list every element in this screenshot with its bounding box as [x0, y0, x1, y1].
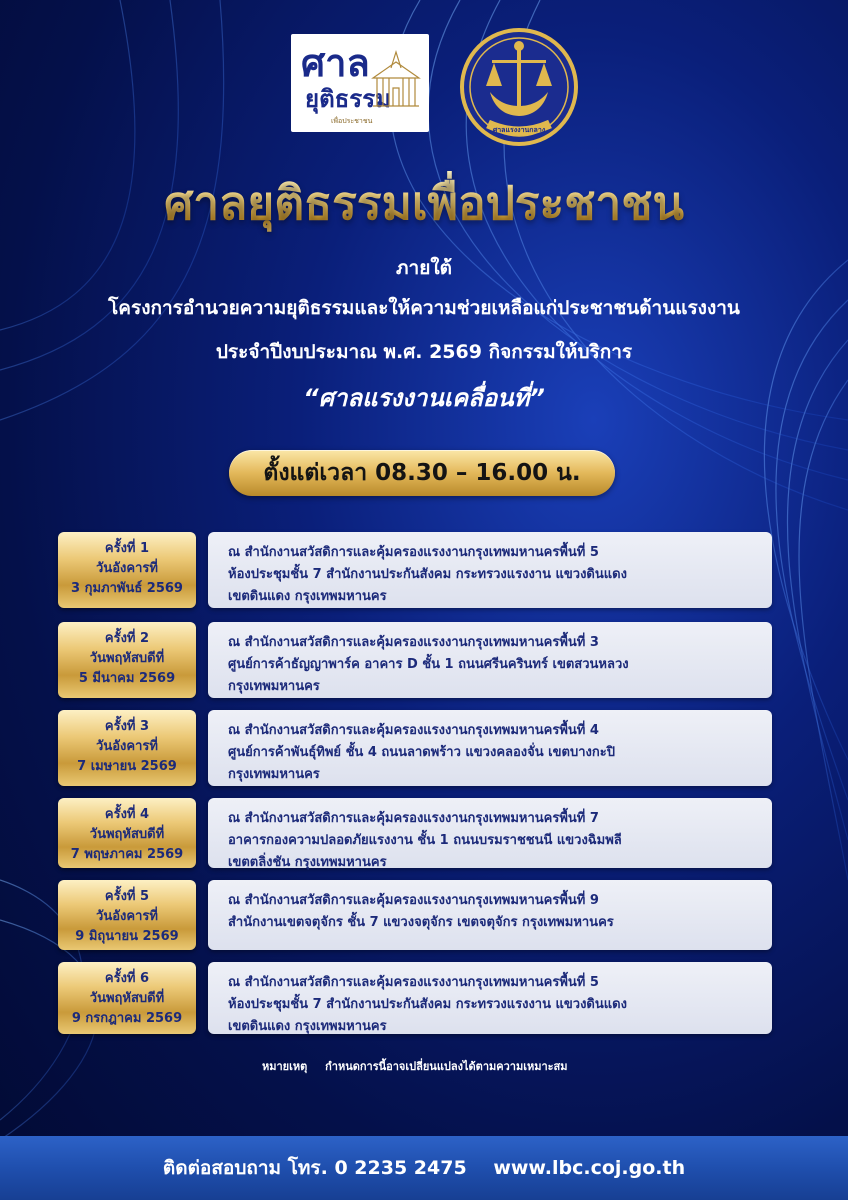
subtitle-fiscal-year: ประจำปีงบประมาณ พ.ศ. 2569 กิจกรรมให้บริการ [215, 341, 633, 363]
session-number: ครั้งที่ 2 [104, 631, 150, 646]
location-line: เขตตลิ่งชัน กรุงเทพมหานคร [228, 855, 387, 870]
session-location [208, 962, 772, 1034]
session-location [208, 710, 772, 786]
session-date-badge [58, 798, 196, 868]
website-link[interactable]: www.lbc.coj.go.th [493, 1157, 686, 1179]
session-date-badge [58, 710, 196, 786]
session-location [208, 532, 772, 608]
contact-phone: ติดต่อสอบถาม โทร. 0 2235 2475 [162, 1157, 467, 1179]
labour-court-emblem [460, 28, 578, 146]
subtitle-project: โครงการอำนวยความยุติธรรมและให้ความช่วยเหลือแก่ประชาชนด้านแรงงาน [108, 297, 740, 319]
location-line: ณ สำนักงานสวัสดิการและคุ้มครองแรงงานกรุงเทพมหานครพื้นที่ 5 [228, 975, 599, 990]
location-line: กรุงเทพมหานคร [228, 679, 320, 694]
subtitle-mobile-court: “ศาลแรงงานเคลื่อนที่” [303, 384, 545, 412]
session-date-badge [58, 880, 196, 950]
location-line: ศูนย์การค้าธัญญาพาร์ค อาคาร D ชั้น 1 ถนนศรีนครินทร์ เขตสวนหลวง [228, 657, 629, 672]
location-line: เขตดินแดง กรุงเทพมหานคร [228, 589, 387, 604]
remark-text: กำหนดการนี้อาจเปลี่ยนแปลงได้ตามความเหมาะสม [325, 1060, 568, 1073]
session-number: ครั้งที่ 6 [104, 971, 150, 986]
footer-contact [0, 1136, 848, 1200]
location-line: สำนักงานเขตจตุจักร ชั้น 7 แขวงจตุจักร เขตจตุจักร กรุงเทพมหานคร [228, 915, 614, 930]
session-date-badge [58, 622, 196, 698]
emblem-caption: ศาลแรงงานกลาง [492, 126, 546, 134]
location-line: เขตดินแดง กรุงเทพมหานคร [228, 1019, 387, 1034]
location-line: ห้องประชุมชั้น 7 สำนักงานประกันสังคม กระทรวงแรงงาน แขวงดินแดง [228, 997, 627, 1012]
session-date-badge [58, 532, 196, 608]
session-date: 5 มีนาคม 2569 [78, 671, 176, 686]
location-line: อาคารกองความปลอดภัยแรงงาน ชั้น 1 ถนนบรมราชชนนี แขวงฉิมพลี [228, 833, 622, 848]
location-line: ณ สำนักงานสวัสดิการและคุ้มครองแรงงานกรุงเทพมหานครพื้นที่ 3 [228, 635, 599, 650]
location-line: ห้องประชุมชั้น 7 สำนักงานประกันสังคม กระทรวงแรงงาน แขวงดินแดง [228, 567, 627, 582]
logo-text-people: เพื่อประชาชน [331, 117, 373, 125]
subtitle-under: ภายใต้ [396, 257, 452, 279]
session-location [208, 798, 772, 868]
logo-text-court: ศาล [301, 40, 370, 85]
session-weekday: วันพฤหัสบดีที่ [89, 827, 165, 842]
session-date: 9 กรกฎาคม 2569 [71, 1011, 183, 1026]
session-date-badge [58, 962, 196, 1034]
time-badge: ตั้งแต่เวลา 08.30 – 16.00 น. [229, 450, 615, 496]
footer-bar [0, 1136, 848, 1200]
remark-label: หมายเหตุ [262, 1060, 308, 1073]
session-number: ครั้งที่ 4 [104, 807, 150, 822]
session-weekday: วันอังคารที่ [96, 909, 158, 924]
session-location [208, 880, 772, 950]
remark [262, 1059, 568, 1075]
location-line: ณ สำนักงานสวัสดิการและคุ้มครองแรงงานกรุงเทพมหานครพื้นที่ 9 [228, 893, 599, 908]
session-date: 9 มิถุนายน 2569 [75, 929, 179, 944]
session-date: 7 เมษายน 2569 [77, 759, 177, 774]
session-date: 3 กุมภาพันธ์ 2569 [71, 581, 183, 596]
location-line: ณ สำนักงานสวัสดิการและคุ้มครองแรงงานกรุงเทพมหานครพื้นที่ 7 [228, 811, 599, 826]
session-weekday: วันอังคารที่ [96, 561, 158, 576]
court-logo [291, 34, 429, 132]
session-weekday: วันพฤหัสบดีที่ [89, 991, 165, 1006]
location-line: ณ สำนักงานสวัสดิการและคุ้มครองแรงงานกรุงเทพมหานครพื้นที่ 5 [228, 545, 599, 560]
location-line: ณ สำนักงานสวัสดิการและคุ้มครองแรงงานกรุงเทพมหานครพื้นที่ 4 [228, 723, 599, 738]
session-number: ครั้งที่ 5 [104, 889, 150, 904]
session-number: ครั้งที่ 1 [104, 541, 150, 556]
courthouse-icon [369, 48, 423, 110]
logo-text-justice: ยุติธรรม [305, 84, 391, 113]
session-number: ครั้งที่ 3 [104, 719, 150, 734]
main-title: ศาลยุติธรรมเพื่อประชาชน [0, 170, 848, 236]
session-weekday: วันพฤหัสบดีที่ [89, 651, 165, 666]
location-line: ศูนย์การค้าพันธุ์ทิพย์ ชั้น 4 ถนนลาดพร้าว แขวงคลองจั่น เขตบางกะปิ [228, 745, 615, 760]
session-date: 7 พฤษภาคม 2569 [70, 847, 184, 862]
location-line: กรุงเทพมหานคร [228, 767, 320, 782]
session-weekday: วันอังคารที่ [96, 739, 158, 754]
session-location [208, 622, 772, 698]
